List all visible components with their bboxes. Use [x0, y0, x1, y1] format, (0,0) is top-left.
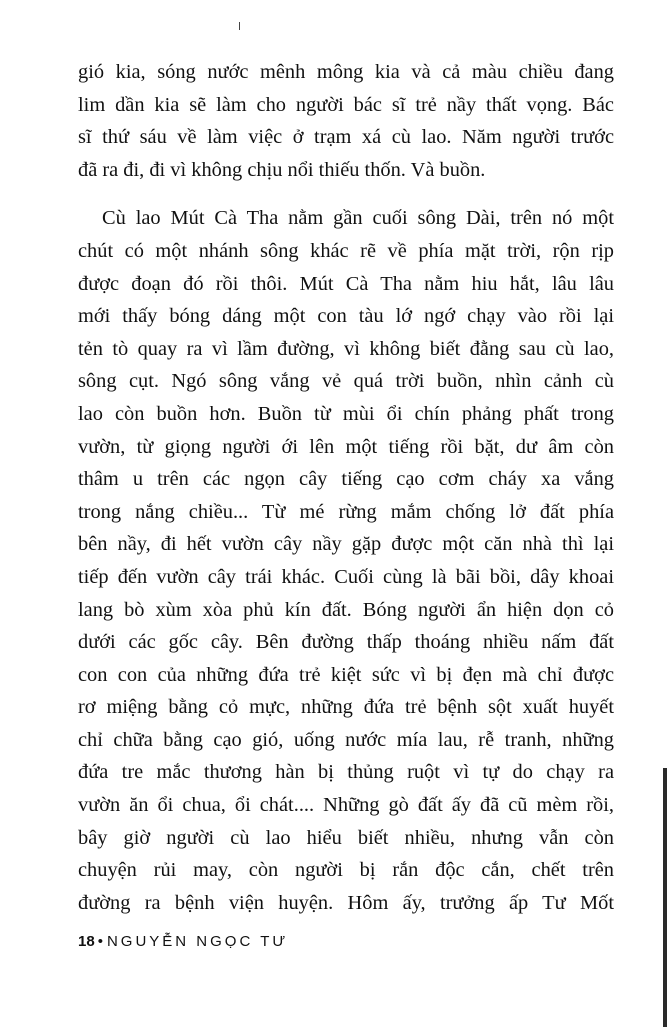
- author-name: NGUYỄN NGỌC TƯ: [106, 933, 289, 950]
- crop-mark: [239, 22, 240, 30]
- text-line: chút có một nhánh sông khác rẽ về phía mặt trời, rộn rịp: [78, 239, 614, 262]
- text-line: vườn ăn ổi chua, ổi chát.... Những gò đất ấy đã cũ mèm rồi,: [78, 794, 614, 817]
- scan-edge-shadow: [663, 768, 667, 1027]
- text-line: dưới các gốc cây. Bên đường thấp thoáng nhiều nấm đất: [78, 631, 614, 654]
- page-footer: [78, 933, 288, 950]
- paragraph-1: [78, 56, 614, 186]
- text-line: vườn, từ giọng người ới lên một tiếng rồi bặt, dư âm còn: [78, 435, 614, 458]
- text-line: Cù lao Mút Cà Tha nằm gần cuối sông Dài, trên nó một: [102, 207, 614, 230]
- text-line: thâm u trên các ngọn cây tiếng cạo cơm cháy xa vắng: [78, 468, 614, 491]
- text-line: lang bò xùm xòa phủ kín đất. Bóng người ẩn hiện dọn cỏ: [78, 598, 614, 621]
- body-text: [78, 56, 614, 919]
- text-line: chuyện rủi may, còn người bị rắn độc cắn, chết trên: [78, 859, 614, 882]
- text-line: con con của những đứa trẻ kiệt sức vì bị đẹn mà chỉ được: [78, 663, 614, 686]
- text-line: trong nắng chiều... Từ mé rừng mắm chống lở đất phía: [78, 500, 614, 523]
- text-line: mới thấy bóng dáng một con tàu lớ ngớ chạy vào rồi lại: [78, 305, 614, 328]
- text-line: đã ra đi, đi vì không chịu nổi thiếu thốn. Và buồn.: [78, 158, 486, 181]
- text-line: lao còn buồn hơn. Buồn từ mùi ổi chín phảng phất trong: [78, 402, 614, 425]
- separator-bullet: •: [97, 933, 103, 950]
- text-line: đường ra bệnh viện huyện. Hôm ấy, trưởng ấp Tư Mốt: [78, 891, 614, 914]
- paragraph-2: [78, 202, 614, 919]
- text-line: tiếp đến vườn cây trái khác. Cuối cùng là bãi bồi, dây khoai: [78, 565, 614, 588]
- text-line: bên nầy, đi hết vườn cây nầy gặp được một căn nhà thì lại: [78, 533, 614, 556]
- text-line: chỉ chữa bằng cạo gió, uống nước mía lau, rễ tranh, những: [78, 728, 614, 751]
- text-line: được đoạn đó rồi thôi. Mút Cà Tha nằm hiu hắt, lâu lâu: [78, 272, 614, 295]
- text-line: rơ miệng bằng cỏ mực, những đứa trẻ bệnh sột xuất huyết: [78, 696, 614, 719]
- text-line: sông cụt. Ngó sông vắng vẻ quá trời buồn, nhìn cảnh cù: [78, 370, 614, 393]
- text-line: lim dần kia sẽ làm cho người bác sĩ trẻ nầy thất vọng. Bác: [78, 93, 614, 116]
- text-line: sĩ thứ sáu về làm việc ở trạm xá cù lao. Năm người trước: [78, 126, 614, 149]
- page-number: 18: [78, 933, 95, 950]
- text-line: tẻn tò quay ra vì lầm đường, vì không biết đằng sau cù lao,: [78, 337, 614, 360]
- text-line: gió kia, sóng nước mênh mông kia và cả màu chiều đang: [78, 61, 614, 83]
- text-line: bây giờ người cù lao hiểu biết nhiều, nhưng vẫn còn: [78, 826, 614, 849]
- text-line: đứa tre mắc thương hàn bị thủng ruột vì tự do chạy ra: [78, 761, 614, 784]
